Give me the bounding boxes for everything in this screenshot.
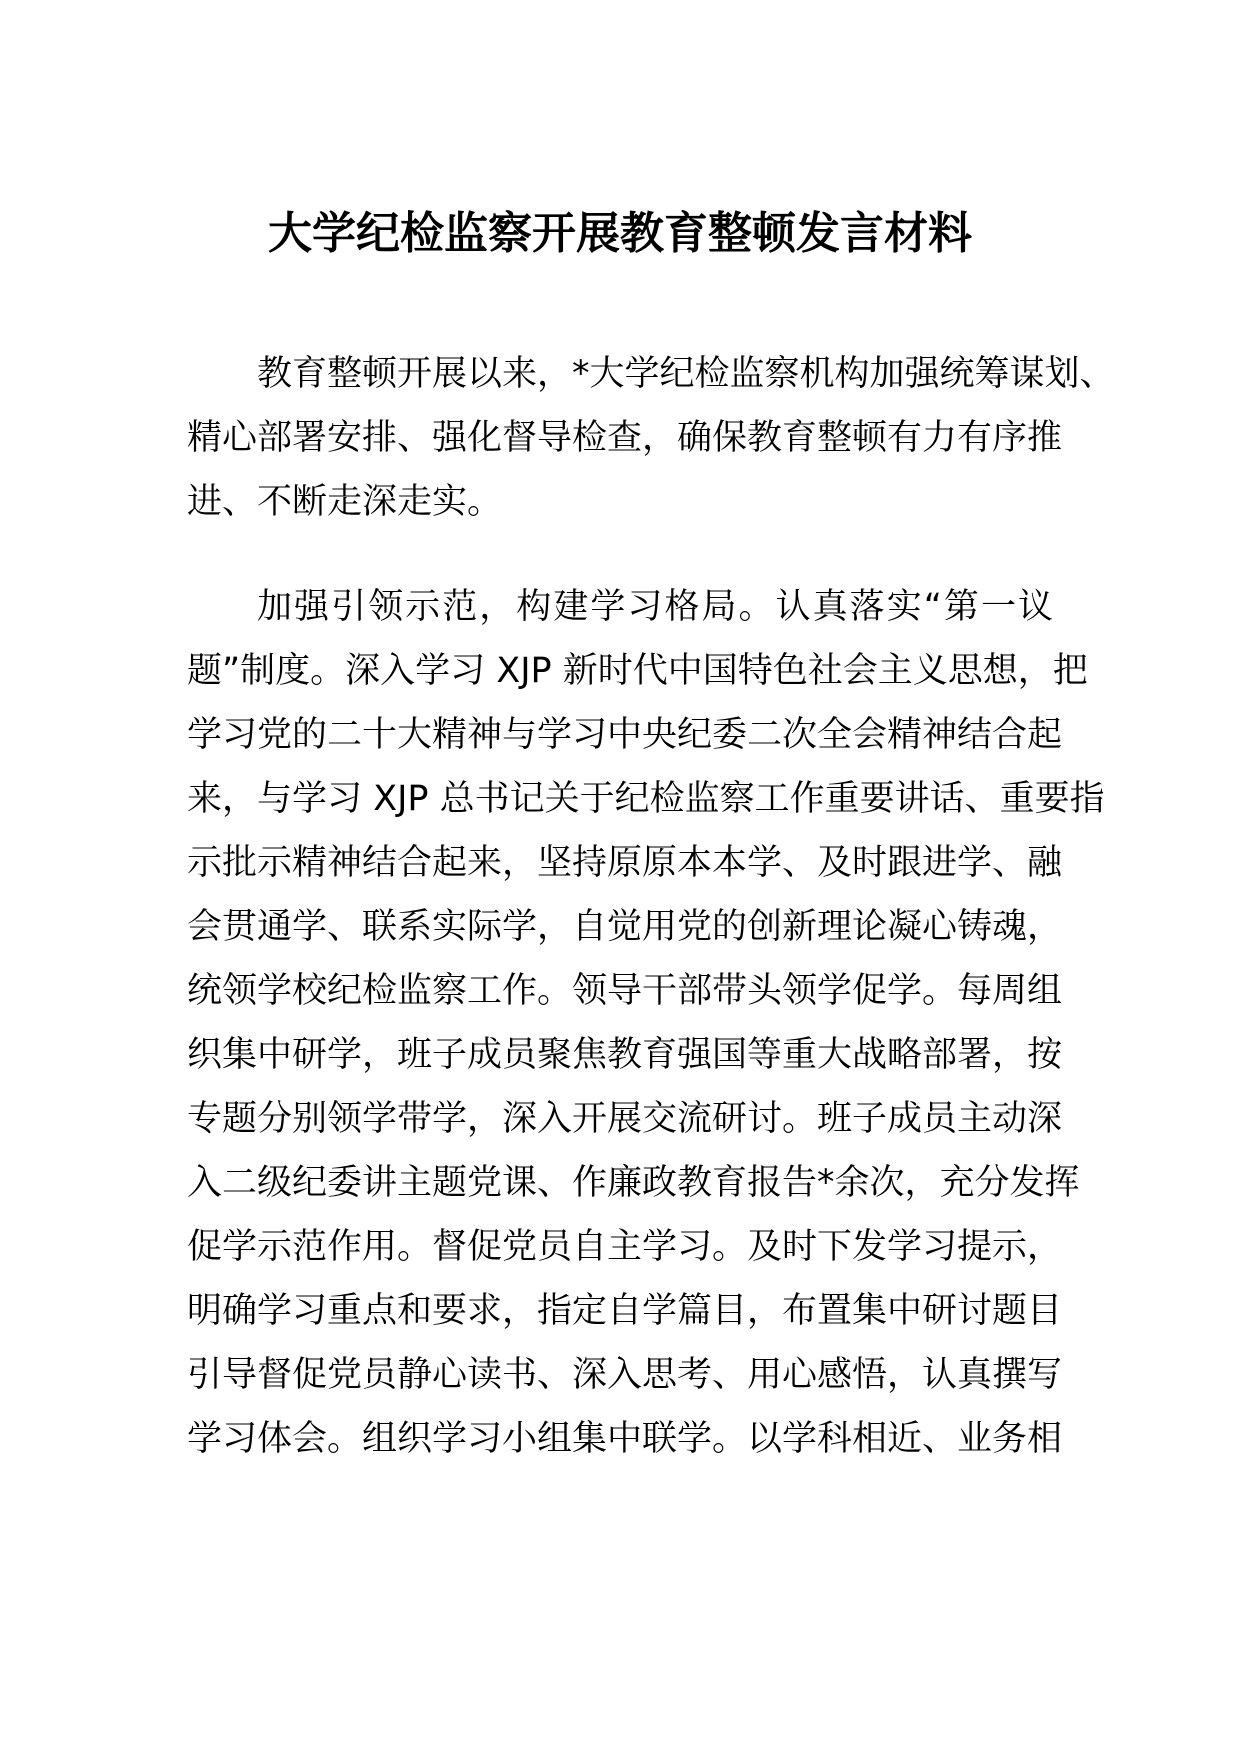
paragraph-study-leadership: [187, 575, 1105, 1535]
paragraph-line: 专题分别领学带学，深入开展交流研讨。班子成员主动深: [187, 1099, 1063, 1139]
paragraph-line: 加强引领示范，构建学习格局。认真落实“第一议: [257, 587, 1053, 627]
paragraph-line: 入二级纪委讲主题党课、作廉政教育报告*余次，充分发挥: [187, 1163, 1080, 1203]
document-title: 大学纪检监察开展教育整顿发言材料: [268, 208, 972, 259]
paragraph-line: 进、不断走深走实。: [187, 482, 503, 522]
paragraph-line: 精心部署安排、强化督导检查，确保教育整顿有力有序推: [187, 418, 1063, 458]
paragraph-line: 明确学习重点和要求，指定自学篇目，布置集中研讨题目: [187, 1291, 1063, 1331]
paragraph-line: 促学示范作用。督促党员自主学习。及时下发学习提示，: [187, 1227, 1063, 1267]
paragraph-line: [187, 1471, 1053, 1535]
paragraph-intro: [187, 342, 1115, 534]
paragraph-line: 织集中研学，班子成员聚焦教育强国等重大战略部署，按: [187, 1035, 1063, 1075]
paragraph-line: 题”制度。深入学习 XJP 新时代中国特色社会主义思想，把: [187, 651, 1088, 691]
paragraph-line: 教育整顿开展以来，*大学纪检监察机构加强统筹谋划、: [257, 354, 1115, 394]
paragraph-line: 引导督促党员静心读书、深入思考、用心感悟，认真撰写: [187, 1355, 1063, 1395]
paragraph-line: 来，与学习 XJP 总书记关于纪检监察工作重要讲话、重要指: [187, 779, 1105, 819]
paragraph-line: 会贯通学、联系实际学，自觉用党的创新理论凝心铸魂，: [187, 907, 1063, 947]
paragraph-line: 示批示精神结合起来，坚持原原本本学、及时跟进学、融: [187, 843, 1063, 883]
paragraph-line: 学习体会。组织学习小组集中联学。以学科相近、业务相: [187, 1419, 1063, 1459]
paragraph-line: 统领学校纪检监察工作。领导干部带头领学促学。每周组: [187, 971, 1063, 1011]
paragraph-line: 学习党的二十大精神与学习中央纪委二次全会精神结合起: [187, 715, 1063, 755]
